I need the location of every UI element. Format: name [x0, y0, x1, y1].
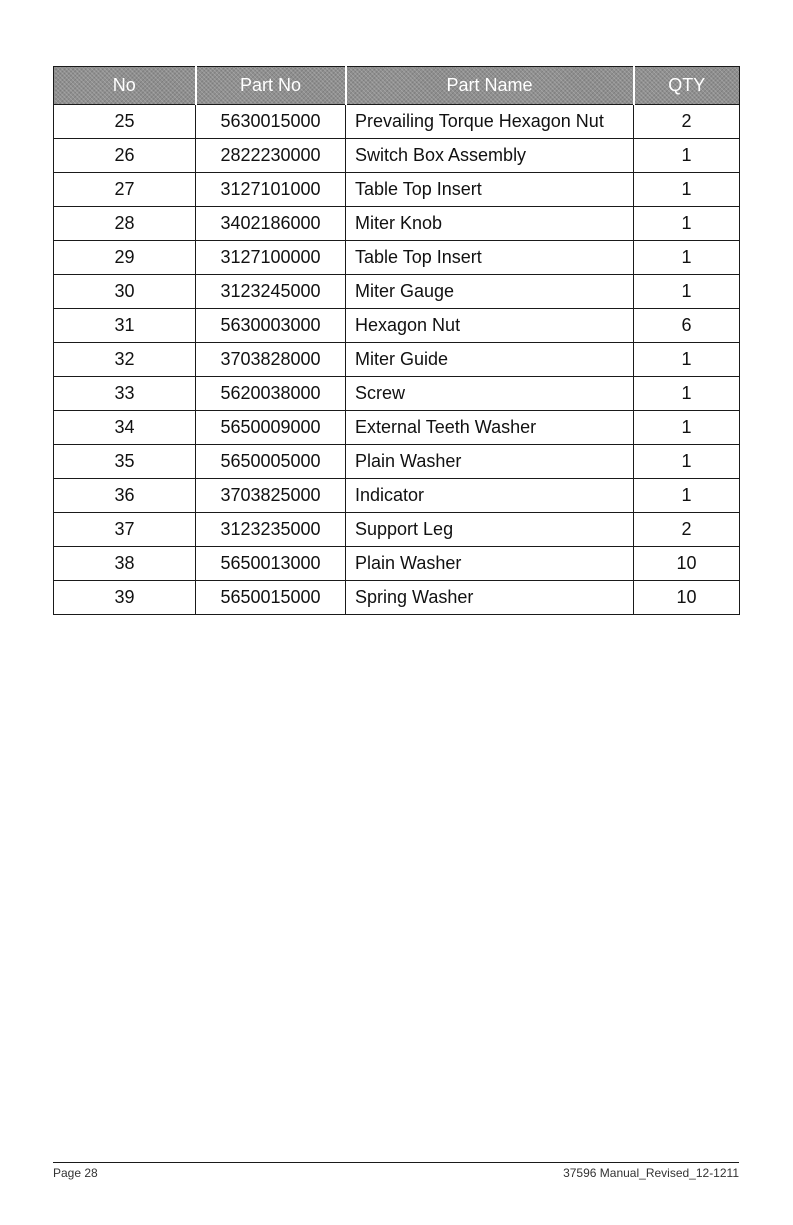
cell-no: 31: [54, 309, 196, 343]
document-revision: 37596 Manual_Revised_12-1211: [563, 1166, 739, 1180]
page-number: Page 28: [53, 1166, 98, 1180]
cell-part-name: Switch Box Assembly: [346, 139, 634, 173]
table-row: [54, 105, 740, 139]
cell-no: 26: [54, 139, 196, 173]
cell-no: 25: [54, 105, 196, 139]
cell-qty: 6: [634, 309, 740, 343]
cell-part-name: Miter Knob: [346, 207, 634, 241]
cell-part-no: 5630003000: [196, 309, 346, 343]
parts-table-body: [54, 105, 740, 615]
header-qty: QTY: [634, 67, 740, 105]
cell-qty: 1: [634, 173, 740, 207]
footer-divider: [53, 1162, 739, 1163]
cell-part-no: 5650005000: [196, 445, 346, 479]
cell-qty: 1: [634, 241, 740, 275]
cell-qty: 2: [634, 105, 740, 139]
table-row: [54, 207, 740, 241]
cell-no: 39: [54, 581, 196, 615]
parts-table-header: [54, 67, 740, 105]
cell-part-name: External Teeth Washer: [346, 411, 634, 445]
table-row: [54, 343, 740, 377]
cell-part-name: Plain Washer: [346, 445, 634, 479]
cell-part-name: Table Top Insert: [346, 241, 634, 275]
table-row: [54, 309, 740, 343]
table-row: [54, 445, 740, 479]
table-row: [54, 139, 740, 173]
table-row: [54, 581, 740, 615]
cell-part-no: 3703828000: [196, 343, 346, 377]
cell-no: 30: [54, 275, 196, 309]
cell-qty: 1: [634, 445, 740, 479]
cell-part-no: 5650009000: [196, 411, 346, 445]
cell-part-no: 3127100000: [196, 241, 346, 275]
cell-part-no: 3402186000: [196, 207, 346, 241]
cell-part-name: Prevailing Torque Hexagon Nut: [346, 105, 634, 139]
cell-part-name: Support Leg: [346, 513, 634, 547]
cell-no: 29: [54, 241, 196, 275]
cell-part-name: Miter Gauge: [346, 275, 634, 309]
cell-qty: 1: [634, 411, 740, 445]
cell-part-name: Indicator: [346, 479, 634, 513]
table-row: [54, 275, 740, 309]
cell-part-name: Hexagon Nut: [346, 309, 634, 343]
cell-qty: 10: [634, 581, 740, 615]
cell-part-no: 3127101000: [196, 173, 346, 207]
cell-no: 28: [54, 207, 196, 241]
table-row: [54, 479, 740, 513]
cell-qty: 1: [634, 275, 740, 309]
cell-qty: 2: [634, 513, 740, 547]
parts-list-table: [53, 66, 740, 615]
cell-no: 32: [54, 343, 196, 377]
cell-qty: 1: [634, 343, 740, 377]
cell-no: 33: [54, 377, 196, 411]
cell-part-no: 5650013000: [196, 547, 346, 581]
cell-qty: 1: [634, 479, 740, 513]
cell-part-no: 3123235000: [196, 513, 346, 547]
cell-no: 35: [54, 445, 196, 479]
table-row: [54, 411, 740, 445]
table-row: [54, 241, 740, 275]
header-part-name: Part Name: [346, 67, 634, 105]
table-row: [54, 513, 740, 547]
table-row: [54, 547, 740, 581]
cell-no: 27: [54, 173, 196, 207]
cell-no: 38: [54, 547, 196, 581]
cell-no: 37: [54, 513, 196, 547]
cell-qty: 10: [634, 547, 740, 581]
cell-part-no: 5630015000: [196, 105, 346, 139]
cell-qty: 1: [634, 207, 740, 241]
cell-part-no: 3123245000: [196, 275, 346, 309]
cell-qty: 1: [634, 139, 740, 173]
header-no: No: [54, 67, 196, 105]
cell-part-no: 5620038000: [196, 377, 346, 411]
cell-part-name: Table Top Insert: [346, 173, 634, 207]
cell-no: 36: [54, 479, 196, 513]
cell-part-no: 5650015000: [196, 581, 346, 615]
cell-part-no: 2822230000: [196, 139, 346, 173]
header-row: [54, 67, 740, 105]
cell-part-no: 3703825000: [196, 479, 346, 513]
cell-qty: 1: [634, 377, 740, 411]
cell-no: 34: [54, 411, 196, 445]
header-part-no: Part No: [196, 67, 346, 105]
cell-part-name: Spring Washer: [346, 581, 634, 615]
cell-part-name: Screw: [346, 377, 634, 411]
cell-part-name: Miter Guide: [346, 343, 634, 377]
table-row: [54, 377, 740, 411]
table-row: [54, 173, 740, 207]
cell-part-name: Plain Washer: [346, 547, 634, 581]
